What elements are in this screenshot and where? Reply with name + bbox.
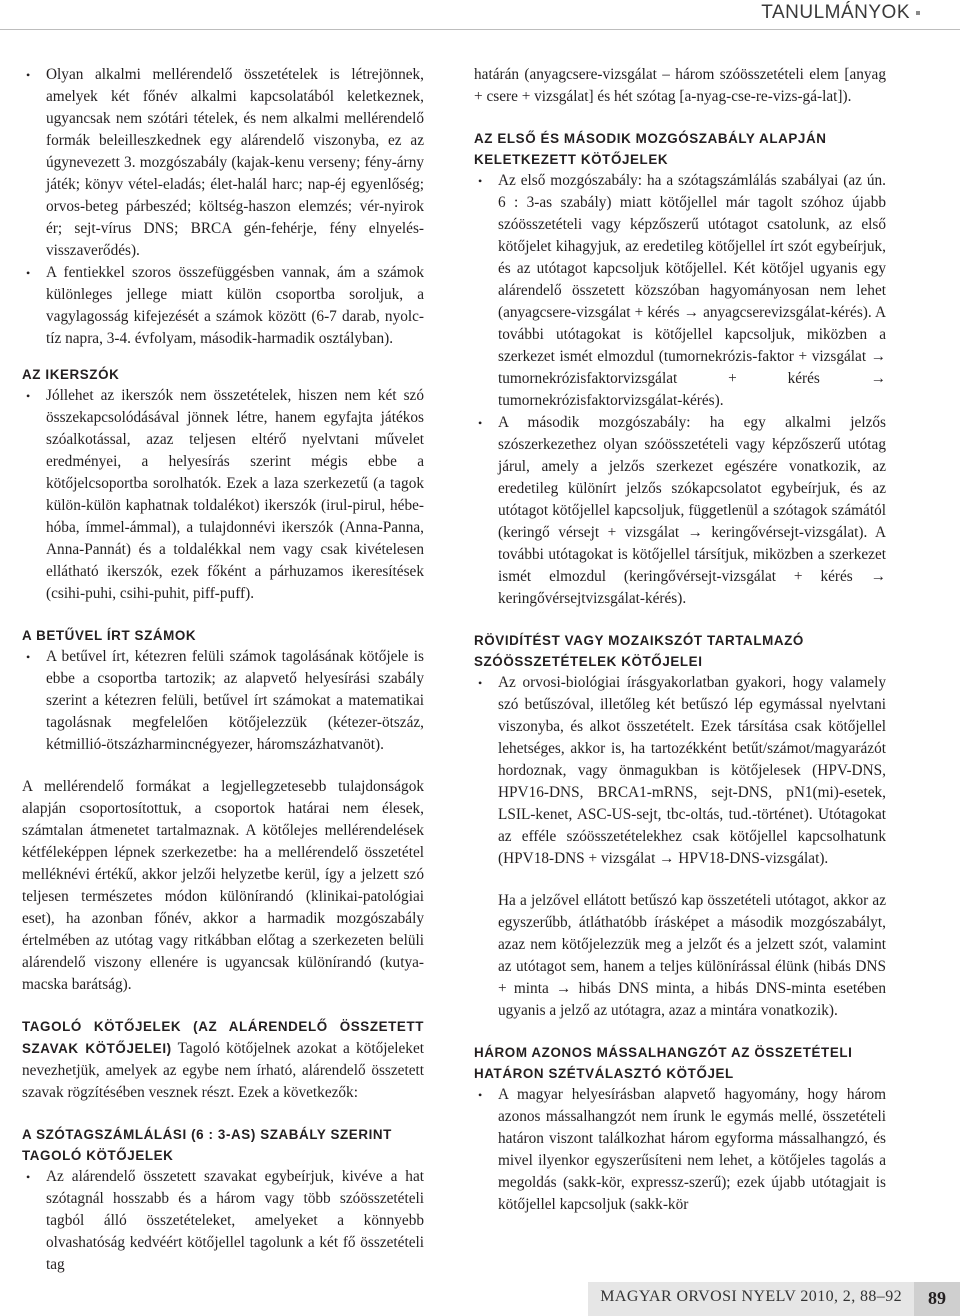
paragraph-continuation: határán (anyagcsere-vizsgálat – három szóösszetételi elem [anyag + csere + vizsgálat] és hét szótag [a-nyag-cse-re-vizs-gá-lat]). [474,66,886,105]
bullet-list-harom [474,1084,886,1216]
bullet-list-szotag [22,1166,424,1276]
bullet-list-ikerszok [22,385,424,605]
journal-citation: MAGYAR ORVOSI NYELV 2010, 2, 88–92 [588,1282,914,1316]
list-item: • A betűvel írt, kétezren felüli számok tagolásának kötőjele is ebbe a csoportba tartozik; az alapvető helyesírási szabály szerint a kétezren felüli, betűvel írt számokat a matematikai tagolásnak megfelelően kötőjelezzük (kétezer-ötszáz, kétmillió-ötszázharmincnégyezer, háromszázhatvanöt). [26,648,424,753]
list-item: • Az első mozgószabály: ha a szótagszámlálás szabályai (az ún. 6 : 3-as szabály) miatt kötőjellel már tagolt szóhoz újabb szóösszetételi vagy képzőszerű utótagot csatolunk, az első kötőjelet kihagyjuk, az eredetileg kötőjellel írt szót egybeírjuk, és az utótagot kapcsoljuk kötőjellel. Két kötőjel ugyanis egy alárendelő összetett közszóban hagyományosan nem lehet (anyagcsere-vizsgálat + kérés → anyagcserevizsgálat-kérés). A további utótagokat is kötőjellel kapcsoljuk, miközben a szerkezet ismét elmozdul (tumornekrózis-faktor + vizsgálat → tumornekrózisfaktorvizsgálat + kérés → tumornekrózisfaktorvizsgálat-kérés). [478,172,886,409]
heading-roviditest: RÖVIDÍTÉST VAGY MOZAIKSZÓT TARTALMAZÓ SZÓÖSSZETÉTELEK KÖTŐJELEI [474,633,804,669]
heading-mozgo: AZ ELSŐ ÉS MÁSODIK MOZGÓSZABÁLY ALAPJÁN KELETKEZETT KÖTŐJELEK [474,131,827,167]
paragraph-jelzo: Ha a jelzővel ellátott betűszó kap összetételi utótagot, akkor az egyszerűbb, átláthatóbb írásképet a második mozgószabályt, azaz nem kötőjelezzük meg a jelzőt és a jelzett szót, valamint az utótagot sem, hanem a teljes különírással élünk (hibás DNS + minta → hibás DNS minta, a hibás DNS-minta esetében ugyanis a jelző az utótagra, azaz a mintára vonatkozik). [498,892,886,1019]
heading-harom: HÁROM AZONOS MÁSSALHANGZÓT AZ ÖSSZETÉTELI HATÁRON SZÉTVÁLASZTÓ KÖTŐJEL [474,1045,853,1081]
list-item: • A fentiekkel szoros összefüggésben vannak, ám a számok különleges jellege miatt külön csoportba soroljuk, a vagylagosság kifejezését a számok között (6-7 darab, nyolc-tíz napra, 3-4. évfolyam, második-harmadik osztályban). [26,264,424,347]
right-column [474,64,886,1216]
list-item: • Jóllehet az ikerszók nem összetételek, hiszen nem két szó összekapcsolódásával jönnek létre, hanem egyfajta játékos szóalkotással, azaz teljesen eltérő nyelvtani művelet eredményei, a helyesírás szerint mégis ebbe a kötőjelcsoportba sorolhatók. Ezek a laza szerkezetű (a tagok külön-külön kaphatnak toldalékot) ikerszók (irul-pirul, hébe-hóba, ímmel-ámmal), a tulajdonnévi ikerszók (Anna-Panna, Anna-Pannát) és a toldalékkal nem vagy csak kivételesen ellátható ikerszók, ezek főként a párhuzamos ikeresítések (csihi-puhi, csihi-puhit, piff-puff). [26,387,424,602]
list-item: • Az alárendelő összetett szavakat egybeírjuk, kivéve a hat szótagnál hosszabb és a három vagy több szóösszetételi tagból álló összetételeket, amelyeket a könnyebb olvashatóság kedvéért kötőjellel tagolunk a két fő összetételi tag [26,1168,424,1273]
heading-tagolo: TAGOLÓ KÖTŐJELEK (AZ ALÁRENDELŐ ÖSSZETETT SZAVAK KÖTŐJELEI) [22,1019,424,1056]
bullet-list-roviditest [474,672,886,870]
page-footer [588,1282,960,1316]
paragraph-mellerendelo: A mellérendelő formákat a legjellegzetesebb tulajdonságok alapján csoportosítottuk, a csoportok határai nem élesek, számtalan átmenetet tartalmaznak. A kötőlejes mellérendelések kétféleképpen lépnek szerkezetbe: ha a mellérendelő összetétel melléknévi értékű, akkor jelzői helyzetbe kerül, így a jelzett szó teljesen természetes módon különírandó (klinikai-patológiai eset), ha azonban főnév, akkor a harmadik mozgószabály értelmében az utótag vagy ritkábban előtag a szerkezeten belüli alárendelő viszony ellenére is ugyancsak különírandó (kutya-macska barátság). [22,778,424,993]
top-rule [0,29,960,30]
list-item: • A magyar helyesírásban alapvető hagyomány, hogy három azonos mássalhangzót nem írunk le egymás mellé, összetételi határon viszont találkozhat három egyforma mássalhangzó, és mivel ilyenkor egyszerűsíteni nem lehet, a kötőjeles tagolás a megoldás (sakk-kör, expressz-szerű); ezek újabb utótagjait is kötőjellel kapcsoljuk (sakk-kör [478,1086,886,1213]
left-column [22,64,424,1276]
bullet-list-intro [22,64,424,350]
bullet-list-betuvel [22,646,424,756]
heading-betuvel: A BETŰVEL ÍRT SZÁMOK [22,628,197,643]
section-marker [916,11,920,15]
heading-szotag: A SZÓTAGSZÁMLÁLÁSI (6 : 3-AS) SZABÁLY SZERINT TAGOLÓ KÖTŐJELEK [22,1127,392,1163]
heading-ikerszok: AZ IKERSZÓK [22,367,120,382]
list-item: • Olyan alkalmi mellérendelő összetételek is létrejönnek, amelyek két főnév alkalmi kapcsolatából keletkeznek, ugyancsak nem szótári tételek, és nem alkalmi mellérendelő formák beleilleszkednek egy alárendelő viszonyba, ez az úgynevezett 3. mozgószabály (kajak-kenu verseny; fény-árny játék; könyv vétel-eladás; élet-halál harc; nap-éj egyenlőség; orvos-beteg párbeszéd; költség-haszon elemzés; vér-nyirok ér; sejt-vírus DNS; BRCA gén-fehérje, fény elnyelés-visszaverődés). [26,66,424,259]
bullet-list-mozgo [474,170,886,610]
list-item: • A második mozgószabály: ha egy alkalmi jelzős szószerkezethez olyan szóösszetételi vagy képzőszerű utótag járul, amely a jelzős szerkezet egészére vonatkozik, az eredetileg különírt jelzős szókapcsolatot egybeírjuk, és az utótagot kötőjellel kapcsoljuk, függetlenül a szótagok számától (keringő vérsejt + vizsgálat → keringővérsejt-vizsgálat). A további utótagokat is kötőjellel társítjuk, miközben a szerkezet ismét elmozdul (keringővérsejt-vizsgálat + kérés → keringővérsejtvizsgálat-kérés). [478,414,886,607]
paragraph-tagolo: TAGOLÓ KÖTŐJELEK (AZ ALÁRENDELŐ ÖSSZETETT SZAVAK KÖTŐJELEI) Tagoló kötőjelnek azokat a kötőjeleket nevezhetjük, amelyek az egybe nem írható, alárendelő összetett szavak rögzítésében vesznek részt. Ezek a következők: [22,1019,424,1101]
page-number: 89 [914,1282,960,1316]
list-item: • Az orvosi-biológiai írásgyakorlatban gyakori, hogy valamely szó betűszóval, illetőleg két betűszó lép egymással nyelvtani viszonyba, és alkot összetételt. Ezek társítása csak kötőjellel lehetséges, akkor is, ha tartozékként betűt/számot/magyarázót hordoznak, vagy önmagukban is kötőjelesek (HPV-DNS, HPV16-DNS, BRCA1-mRNS, sejt-DNS, pN1(mi)-esetek, LSIL-kenet, ASC-US-sejt, tbc-oltás, tud.-történet). Utótagokat az efféle szóösszetételekhez csak kötőjellel kapcsolhatunk (HPV18-DNS + vizsgálat → HPV18-DNS-vizsgálat). [478,674,886,867]
section-tag: TANULMÁNYOK [761,0,920,24]
